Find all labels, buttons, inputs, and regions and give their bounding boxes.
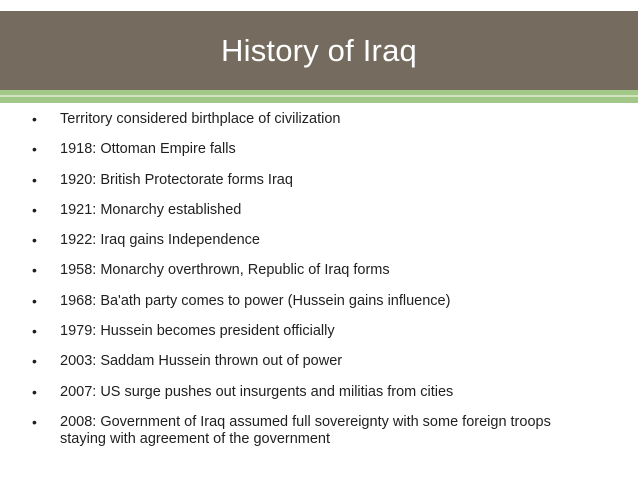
bullet-text: 1958: Monarchy overthrown, Republic of Iraq forms [60, 262, 390, 279]
bullet-text: 1921: Monarchy established [60, 201, 242, 218]
bullet-marker: • [32, 201, 37, 218]
bullet-item [0, 111, 638, 128]
bullet-text: 1920: British Protectorate forms Iraq [60, 171, 293, 188]
bullet-marker: • [32, 262, 37, 279]
bullet-text: 2007: US surge pushes out insurgents and militias from cities [60, 383, 454, 400]
bullet-item [0, 414, 638, 448]
bullet-item [0, 293, 638, 310]
bullet-text: 1979: Hussein becomes president officially [60, 323, 335, 340]
bullet-marker: • [32, 171, 37, 188]
title-bar [0, 11, 638, 90]
bullet-item [0, 384, 638, 401]
bullet-text: 1918: Ottoman Empire falls [60, 141, 236, 158]
bullet-marker: • [32, 353, 37, 370]
bullet-list [0, 111, 638, 461]
bullet-marker: • [32, 232, 37, 249]
bullet-text: 2008: Government of Iraq assumed full sovereignty with some foreign troops staying with agreement of the government [60, 413, 551, 447]
bullet-text: 1968: Ba'ath party comes to power (Hussein gains influence) [60, 292, 451, 309]
bullet-item [0, 323, 638, 340]
bullet-marker: • [32, 111, 37, 127]
bullet-item [0, 202, 638, 219]
bullet-marker: • [32, 292, 37, 309]
bullet-item [0, 232, 638, 249]
bullet-text: 2003: Saddam Hussein thrown out of power [60, 353, 343, 370]
bullet-item [0, 141, 638, 158]
bullet-marker: • [32, 141, 37, 158]
bullet-marker: • [32, 413, 37, 430]
bullet-marker: • [32, 383, 37, 400]
bullet-marker: • [32, 323, 37, 340]
bullet-item [0, 353, 638, 370]
bullet-item [0, 172, 638, 189]
slide-title: History of Iraq [221, 32, 417, 68]
bullet-text: 1922: Iraq gains Independence [60, 232, 260, 249]
bullet-text: Territory considered birthplace of civilization [60, 111, 341, 127]
accent-bar [0, 90, 638, 103]
bullet-item [0, 262, 638, 279]
